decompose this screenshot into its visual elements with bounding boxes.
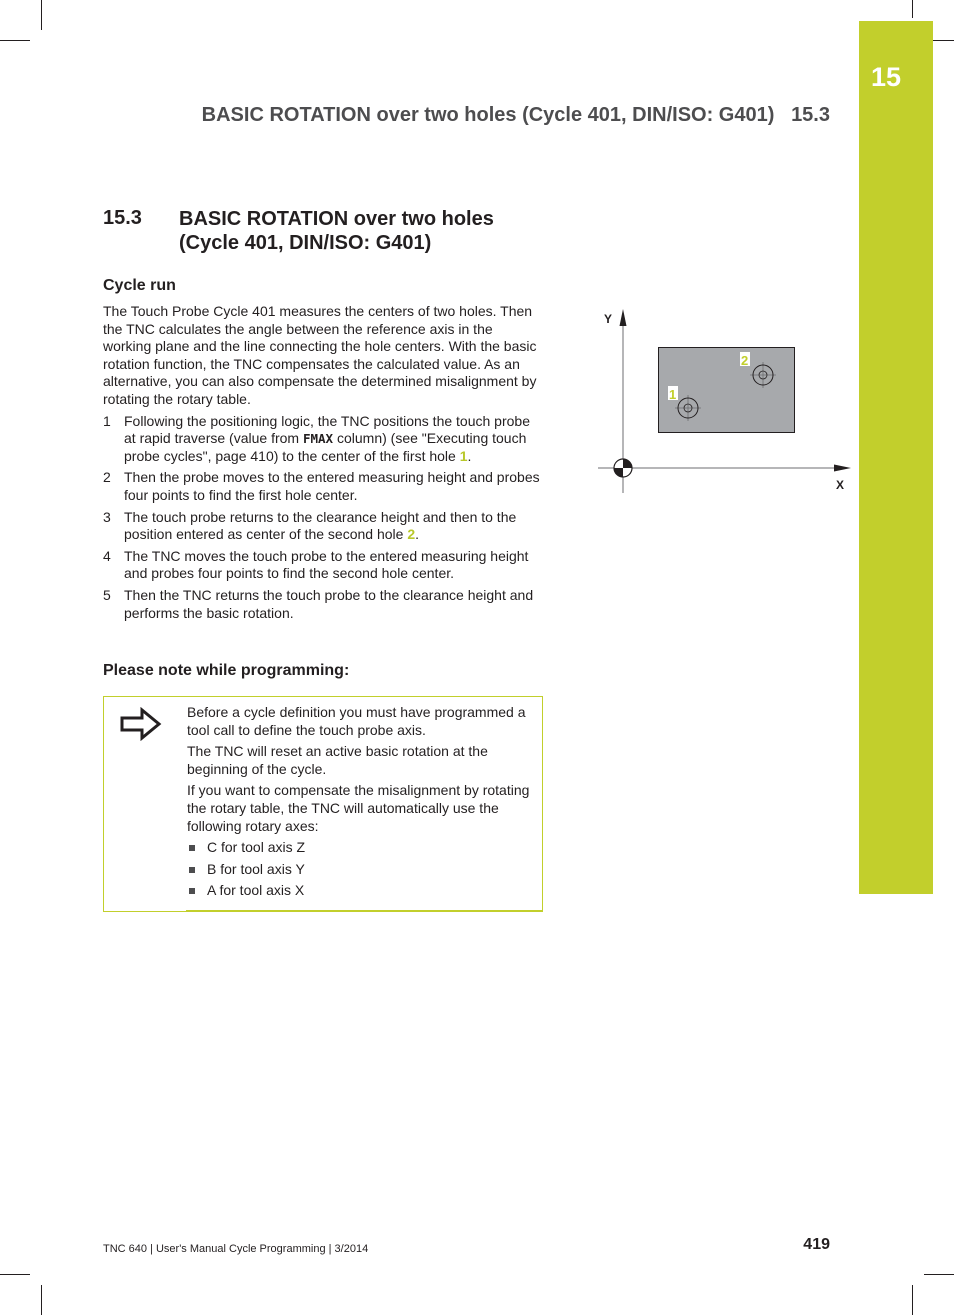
chapter-tab <box>859 21 933 894</box>
cycle-401-figure <box>596 306 856 496</box>
crop-mark <box>41 0 42 30</box>
step-text: . <box>415 526 419 543</box>
note-paragraph: Before a cycle definition you must have programmed a tool call to define the touch probe axis. <box>187 704 526 738</box>
step-number: 4 <box>103 547 111 564</box>
cycle-run-intro: The Touch Probe Cycle 401 measures the centers of two holes. Then the TNC calculates the angle between the reference axis in the working plane and the line connecting the hole centers. With the basic rotation function, the TNC compensates the calculated value. As an alternative, you can also compensate the determined misalignment by rotating the rotary table. <box>103 303 537 407</box>
x-axis-label: X <box>836 478 845 492</box>
step-text: Then the TNC returns the touch probe to the clearance height and performs the basic rotation. <box>124 586 534 621</box>
y-axis-label: Y <box>604 312 613 326</box>
crop-mark <box>0 1274 30 1275</box>
step-code: FMAX <box>302 431 334 447</box>
running-header-title: BASIC ROTATION over two holes (Cycle 401, DIN/ISO: G401) <box>201 104 775 126</box>
cycle-run-heading: Cycle run <box>103 277 176 294</box>
step-item <box>103 587 541 622</box>
running-header-section: 15.3 <box>791 104 830 126</box>
crop-mark <box>41 1285 42 1315</box>
page-number: 419 <box>803 1236 830 1253</box>
rotary-axes-list <box>187 839 535 900</box>
cycle-run-steps <box>103 413 541 623</box>
section-title <box>179 207 559 255</box>
step-number: 2 <box>103 469 111 486</box>
step-text: column) (see "Executing touch probe cycles", page 410) to the center of the first hole <box>124 430 527 464</box>
section-number: 15.3 <box>103 207 142 229</box>
programming-note-heading: Please note while programming: <box>103 662 350 679</box>
hole-1-label: 1 <box>669 387 677 402</box>
chapter-number: 15 <box>871 62 902 92</box>
step-text: The touch probe returns to the clearance height and then to the position entered as center of the second hole <box>124 508 517 543</box>
running-header <box>190 104 830 127</box>
step-text: . <box>467 447 472 464</box>
note-text <box>187 704 535 904</box>
crop-mark <box>912 1285 913 1315</box>
section-title-line2: (Cycle 401, DIN/ISO: G401) <box>179 232 432 254</box>
note-paragraph: If you want to compensate the misalignment by rotating the rotary table, the TNC will automatically use the following rotary axes: <box>187 782 530 834</box>
step-number: 3 <box>103 508 111 525</box>
step-highlight: 2 <box>407 526 416 543</box>
step-item <box>103 413 541 466</box>
footer-text: TNC 640 | User's Manual Cycle Programming | 3/2014 <box>103 1243 369 1255</box>
section-title-line1: BASIC ROTATION over two holes <box>179 208 494 230</box>
step-text: The TNC moves the touch probe to the entered measuring height and probes four points to find the second hole center. <box>124 547 529 582</box>
step-number: 1 <box>103 412 111 429</box>
crop-mark <box>0 40 30 41</box>
cycle-run-body <box>103 303 541 626</box>
list-item: B for tool axis Y <box>187 861 535 879</box>
datum-quadrant <box>614 468 623 477</box>
datum-quadrant <box>623 459 632 468</box>
list-item: A for tool axis X <box>187 882 535 900</box>
note-divider <box>186 910 542 911</box>
arrow-right-icon <box>120 707 162 741</box>
workpiece <box>659 348 795 433</box>
step-highlight: 1 <box>459 447 468 464</box>
hole-2-label: 2 <box>741 353 749 368</box>
crop-mark <box>912 0 913 18</box>
step-number: 5 <box>103 586 111 603</box>
step-item <box>103 548 541 583</box>
step-item <box>103 509 541 544</box>
list-item: C for tool axis Z <box>187 839 535 857</box>
x-axis-arrow <box>834 465 851 472</box>
step-text: Following the positioning logic, the TNC positions the touch probe at rapid traverse (value from <box>124 412 530 447</box>
step-item <box>103 469 541 504</box>
step-text: Then the probe moves to the entered measuring height and probes four points to find the first hole center. <box>124 469 540 503</box>
note-paragraph: The TNC will reset an active basic rotation at the beginning of the cycle. <box>187 743 488 777</box>
y-axis-arrow <box>620 309 627 326</box>
crop-mark <box>924 1274 954 1275</box>
